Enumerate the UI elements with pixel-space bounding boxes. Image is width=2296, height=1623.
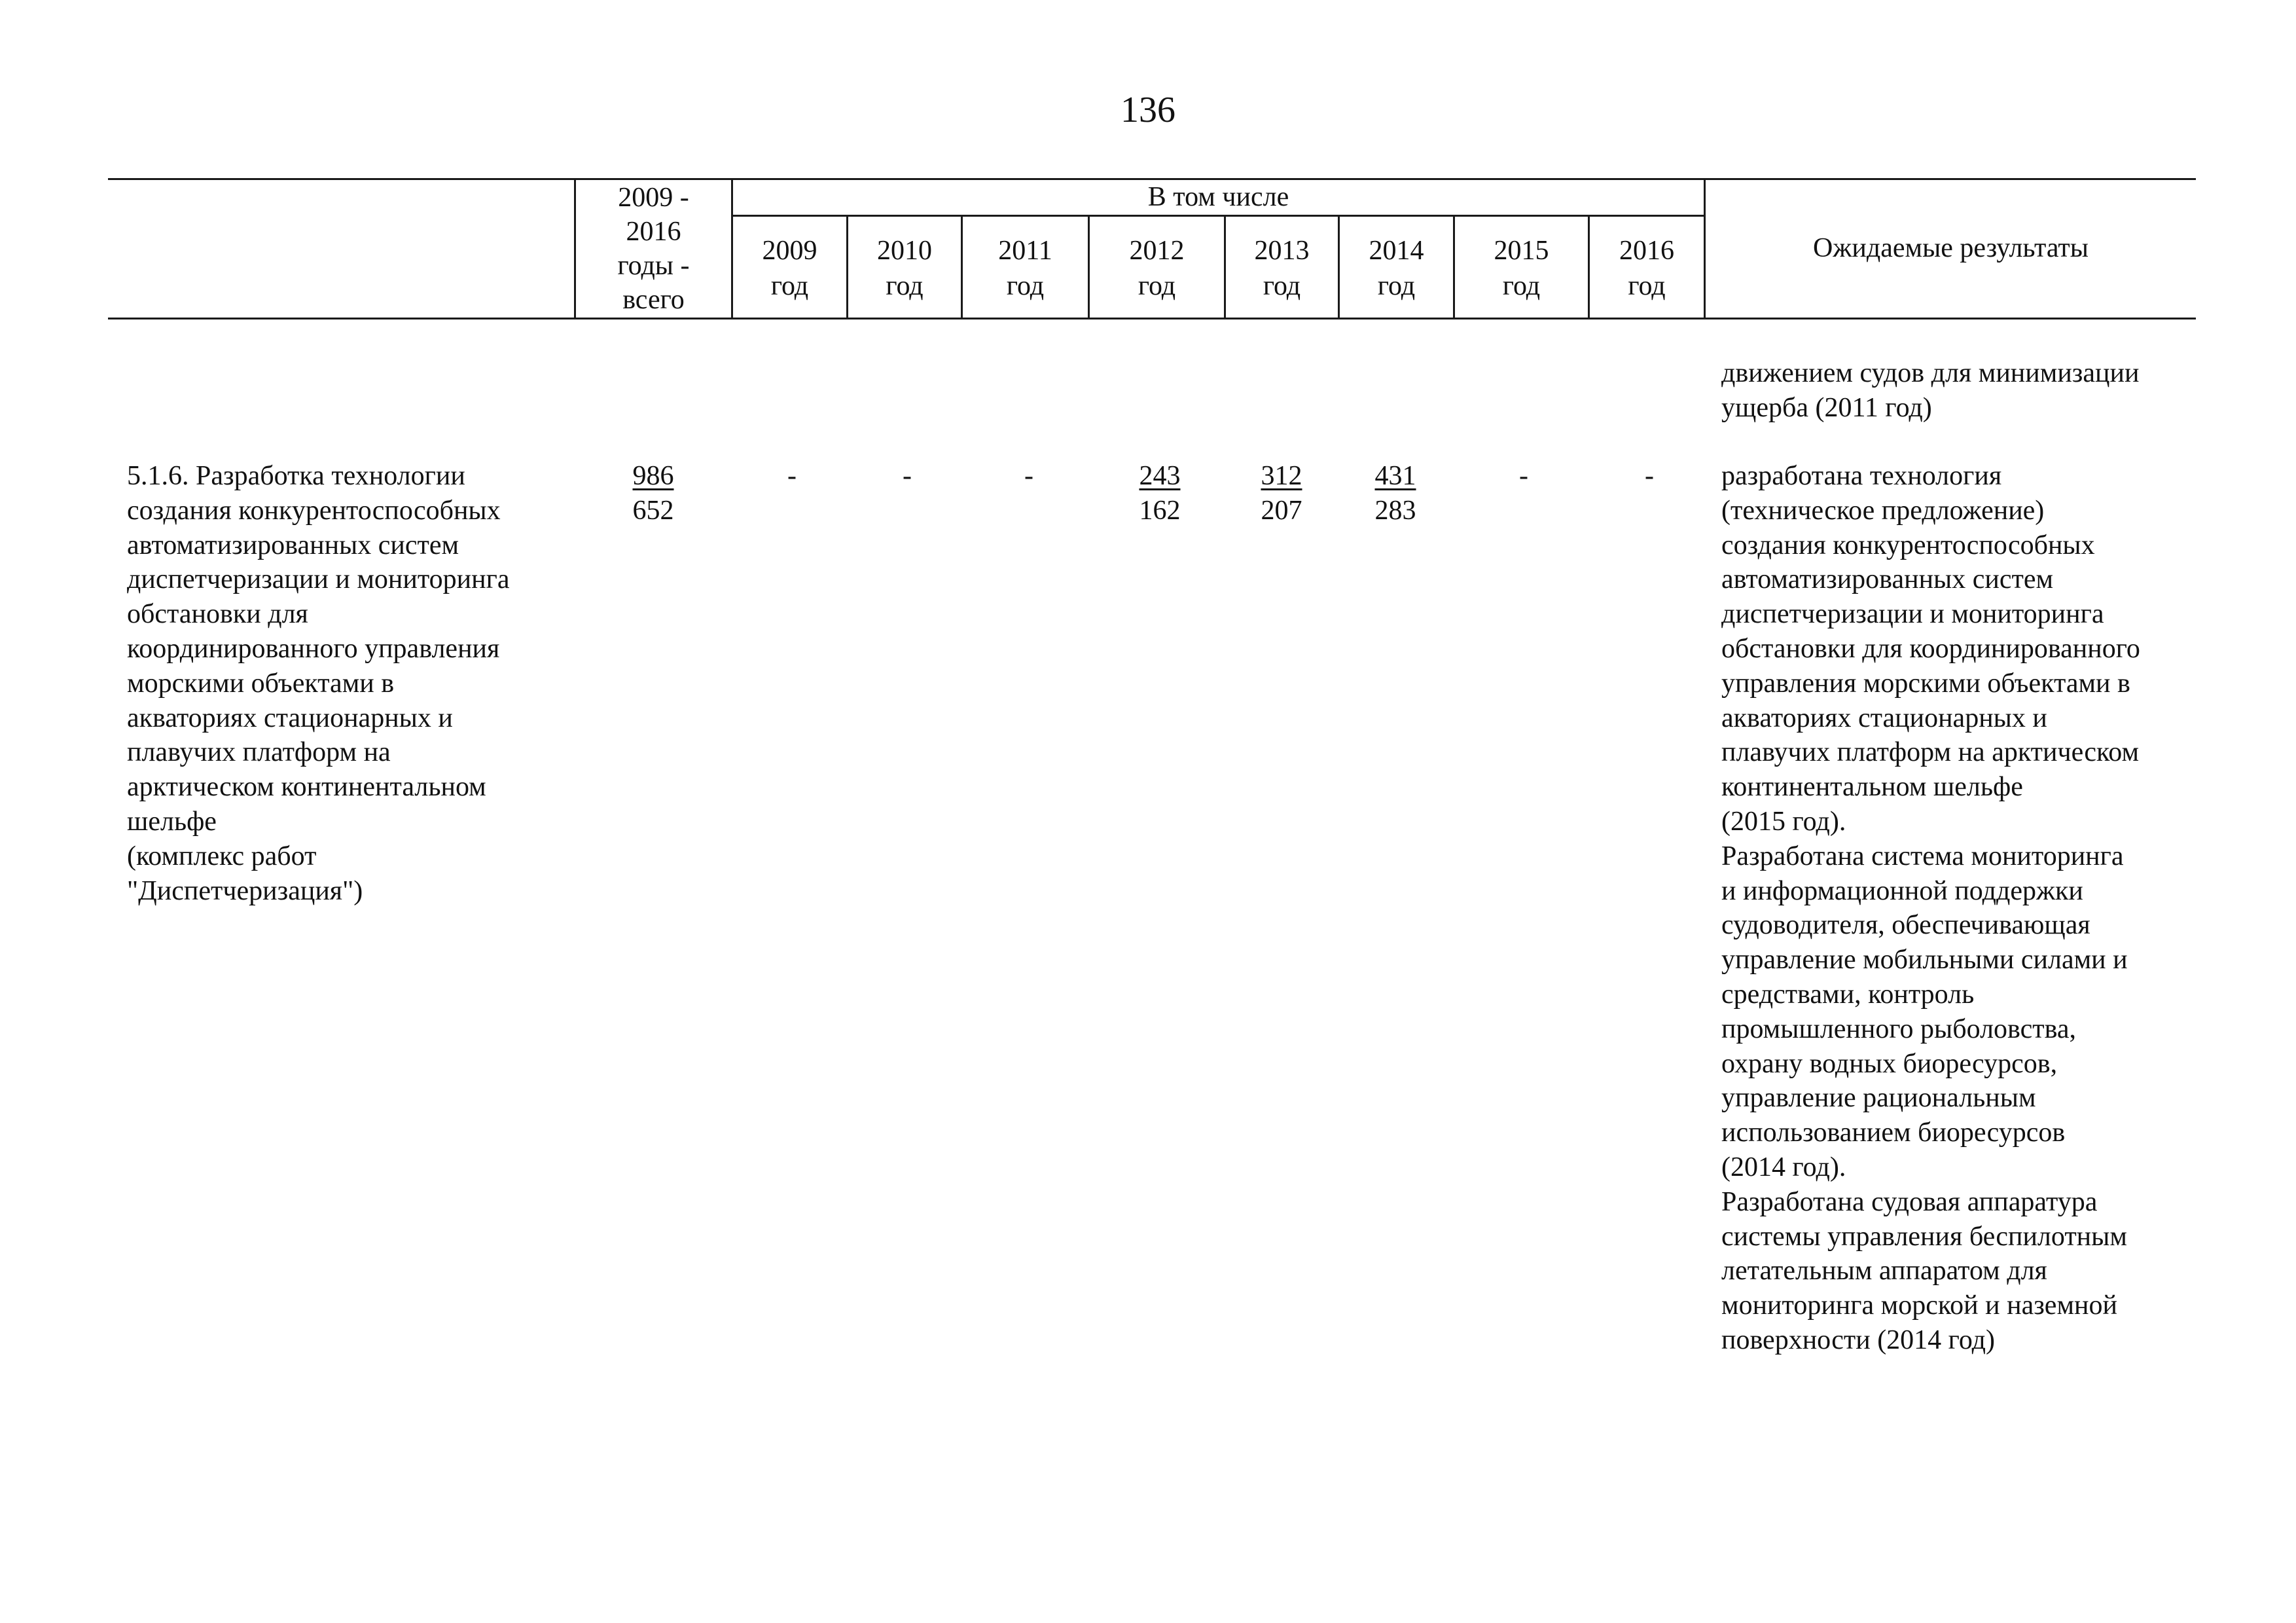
page-number: 136: [1121, 90, 1175, 130]
value-2015-top: -: [1519, 461, 1528, 491]
value-2010-top: -: [903, 461, 912, 491]
value-2011-top: -: [1024, 461, 1033, 491]
year-header-2010: 2010 год: [877, 236, 932, 301]
year-header-2014: 2014 год: [1369, 236, 1424, 301]
year-header-2009: 2009 год: [762, 236, 817, 301]
value-2013-top: 312: [1261, 461, 1302, 491]
value-2009-top: -: [787, 461, 797, 491]
value-2012-bottom: 162: [1139, 496, 1181, 526]
year-header-2015: 2015 год: [1494, 236, 1549, 301]
value-2012-top: 243: [1139, 461, 1181, 491]
year-header-2011: 2011 год: [998, 236, 1052, 301]
total-column-header: 2009 - 2016 годы - всего: [617, 183, 690, 315]
including-underline: [732, 215, 1704, 217]
continuation-text: движением судов для минимизации ущерба (2011 год): [1721, 358, 2140, 423]
row-title: 5.1.6. Разработка технологии создания конкурентоспособных автоматизированных систем диспетчеризации и мониторинга обстановки для координированного управления морскими объектами в акваториях стационарных и плавучих платформ на арктическом континентальном шельфе (комплекс работ "Диспетчеризация"): [127, 461, 510, 906]
row-total-bottom: 652: [632, 496, 674, 526]
header-bottom-rule: [108, 318, 2196, 319]
including-header: В том числе: [1147, 182, 1289, 212]
value-2014-top: 431: [1374, 461, 1416, 491]
row-results: разработана технология (техническое предложение) создания конкурентоспособных автоматизированных систем диспетчеризации и мониторинга обстановки для координированного управления морскими объектами в акваториях стационарных и плавучих платформ на арктическом континентальном шельфе (2015 год). Разработана система мониторинга и информационной поддержки судоводителя, обеспечивающая управление мобильными силами и средствами, контроль промышленного рыболовства, охрану водных биоресурсов, управление рациональным использованием биоресурсов (2014 год). Разработана судовая аппаратура системы управления беспилотным летательным аппаратом для мониторинга морской и наземной поверхности (2014 год): [1721, 461, 2140, 1355]
row-total-top: 986: [632, 461, 674, 491]
year-header-2012: 2012 год: [1129, 236, 1185, 301]
year-header-2016: 2016 год: [1619, 236, 1674, 301]
year-header-2013: 2013 год: [1254, 236, 1310, 301]
value-2013-bottom: 207: [1261, 496, 1302, 526]
value-2016-top: -: [1645, 461, 1654, 491]
value-2014-bottom: 283: [1374, 496, 1416, 526]
expected-results-header: Ожидаемые результаты: [1813, 233, 2089, 263]
